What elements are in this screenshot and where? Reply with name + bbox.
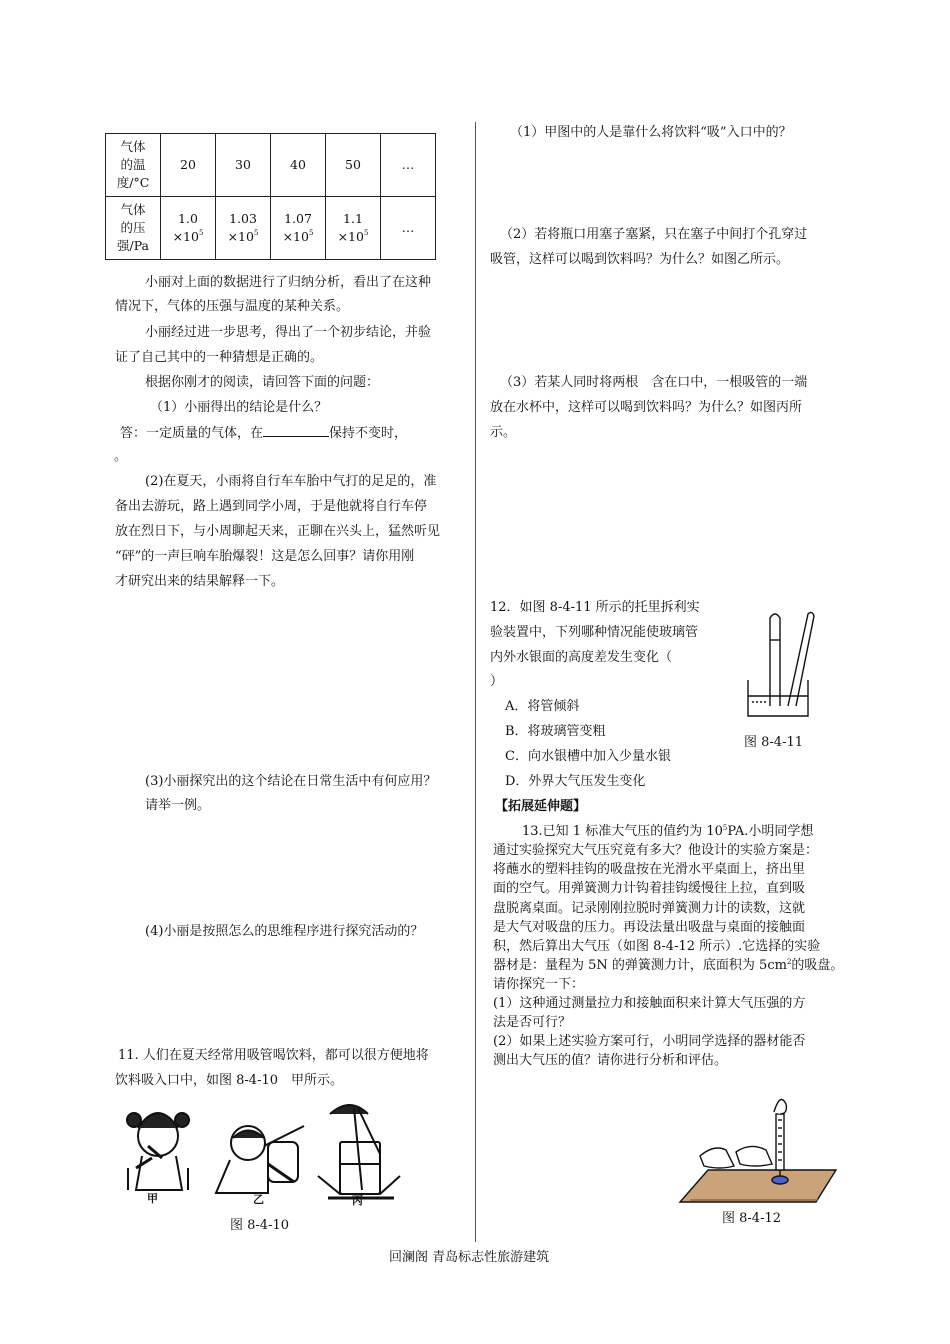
question-11-2: 吸管，这样可以喝到饮料吗？为什么？如图乙所示。 (490, 252, 790, 267)
table-cell: … (381, 197, 436, 260)
option-a: A．将管倾斜 (505, 699, 580, 714)
question-4: (4)小丽是按照怎么的思维程序进行探究活动的？ (145, 924, 424, 939)
table-cell: 40 (271, 134, 326, 197)
question-13-2: 测出大气压的值？请你进行分析和评估。 (493, 1053, 728, 1068)
question-13: 盘脱离桌面。记录刚刚拉脱时弹簧测力计的读数，这就 (493, 901, 806, 916)
figure-caption: 图 8-4-12 (722, 1211, 782, 1226)
table-header-pressure: 气体 的压 强/Pa (106, 197, 161, 260)
question-2: 放在烈日下，与小周聊起天来，正聊在兴头上，猛然听见 (115, 524, 441, 539)
question-13: 13.已知 1 标准大气压的值约为 $10^5PA$.小明同学想 (522, 824, 814, 839)
boy-bottle-illustration (216, 1126, 304, 1193)
question-11-1: （1）甲图中的人是靠什么将饮料“吸”入口中的？ (510, 125, 792, 140)
answer-1-end: 。 (114, 449, 128, 464)
cup-two-straws-illustration (318, 1105, 400, 1198)
question-3: (3)小丽探究出的这个结论在日常生活中有何应用？ (145, 774, 437, 789)
question-12: 验装置中，下列哪种情况能使玻璃管 (490, 625, 699, 640)
figure-8-4-10 (118, 1098, 438, 1210)
option-b: B．将玻璃管变粗 (505, 724, 606, 739)
question-13: 通过实验探究大气压究竟有多大？他设计的实验方案是： (493, 843, 819, 858)
question-3: 请举一例。 (145, 798, 211, 813)
table-header-temperature: 气体 的温 度/°C (106, 134, 161, 197)
question-2: (2)在夏天，小雨将自行车车胎中气打的足足的，准 (145, 474, 437, 489)
figure-caption: 图 8-4-11 (744, 735, 804, 750)
question-13: 器材是：量程为 5N 的弹簧测力计，底面积为 $5cm^2$的吸盘。 (493, 958, 844, 973)
table-cell: 1.03 $\times 10^5$ (216, 197, 271, 260)
section-title-extension: 【拓展延伸题】 (495, 799, 587, 814)
girl-drinking-illustration (127, 1113, 189, 1190)
question-13-2: (2）如果上述实验方案可行，小明同学选择的器材能否 (493, 1034, 806, 1049)
question-11: 饮料吸入口中，如图 8-4-10 甲所示。 (115, 1073, 344, 1088)
table-cell: … (381, 134, 436, 197)
question-11-3: （3）若某人同时将两根 含在口中，一根吸管的一端 (500, 375, 808, 390)
paragraph: 小丽对上面的数据进行了归纳分析，看出了在这种 (145, 275, 432, 290)
table-cell: 20 (161, 134, 216, 197)
option-c: C．向水银槽中加入少量水银 (505, 749, 671, 764)
question-13: 是大气对吸盘的压力。再设法量出吸盘与桌面的接触面 (493, 920, 806, 935)
question-12: 内外水银面的高度差发生变化（ (490, 650, 673, 665)
table-cell: 1.1 $\times 10^5$ (326, 197, 381, 260)
question-2: 备出去游玩，路上遇到同学小周，于是他就将自行车停 (115, 499, 428, 514)
figure-caption: 图 8-4-10 (230, 1218, 290, 1233)
figure-8-4-11 (742, 610, 814, 720)
question-2: 才研究出来的结果解释一下。 (115, 574, 285, 589)
table-cell: 30 (216, 134, 271, 197)
table-cell: 50 (326, 134, 381, 197)
figure-label-jia: 甲 (147, 1192, 158, 1205)
table-cell: 1.07 $\times 10^5$ (271, 197, 326, 260)
question-13: 请你探究一下： (493, 977, 585, 992)
figure-label-yi: 乙 (253, 1193, 264, 1206)
question-12: 12．如图 8-4-11 所示的托里拆利实 (490, 600, 700, 615)
figure-label-bing: 丙 (352, 1194, 363, 1207)
answer-blank[interactable] (263, 424, 329, 437)
question-11: 11. 人们在夏天经常用吸管喝饮料，都可以很方便地将 (118, 1048, 429, 1063)
paragraph: 小丽经过进一步思考，得出了一个初步结论，并验 (145, 325, 432, 340)
question-13: 积，然后算出大气压（如图 8-4-12 所示）.它选择的实验 (493, 939, 821, 954)
question-2: “砰”的一声巨响车胎爆裂！这是怎么回事？请你用刚 (115, 549, 415, 564)
temperature-pressure-table (105, 133, 436, 260)
question-11-2: （2）若将瓶口用塞子塞紧，只在塞子中间打个孔穿过 (500, 227, 808, 242)
figure-8-4-12 (680, 1092, 840, 1204)
question-13-1: 法是否可行？ (493, 1015, 572, 1030)
page-footer: 回澜阁 青岛标志性旅游建筑 (389, 1250, 550, 1265)
question-1: （1）小丽得出的结论是什么？ (150, 400, 328, 415)
question-12: ） (490, 674, 504, 689)
question-13-1: (1）这种通过测量拉力和接触面积来计算大气压强的方 (493, 996, 806, 1011)
option-d: D．外界大气压发生变化 (505, 774, 646, 789)
paragraph: 情况下，气体的压强与温度的某种关系。 (115, 299, 350, 314)
question-11-3: 放在水杯中，这样可以喝到饮料吗？为什么？如图丙所 (490, 400, 803, 415)
question-11-3: 示。 (490, 425, 517, 440)
question-13: 面的空气。用弹簧测力计钩着挂钩缓慢往上拉，直到吸 (493, 881, 806, 896)
table-cell: 1.0 $\times 10^5$ (161, 197, 216, 260)
paragraph: 根据你刚才的阅读，请回答下面的问题： (145, 375, 380, 390)
answer-1: 答：一定质量的气体，在 保持不变时， (120, 426, 408, 441)
question-13: 将蘸水的塑料挂钩的吸盘按在光滑水平桌面上，挤出里 (493, 862, 806, 877)
column-divider (475, 122, 476, 1242)
paragraph: 证了自己其中的一种猜想是正确的。 (115, 350, 324, 365)
